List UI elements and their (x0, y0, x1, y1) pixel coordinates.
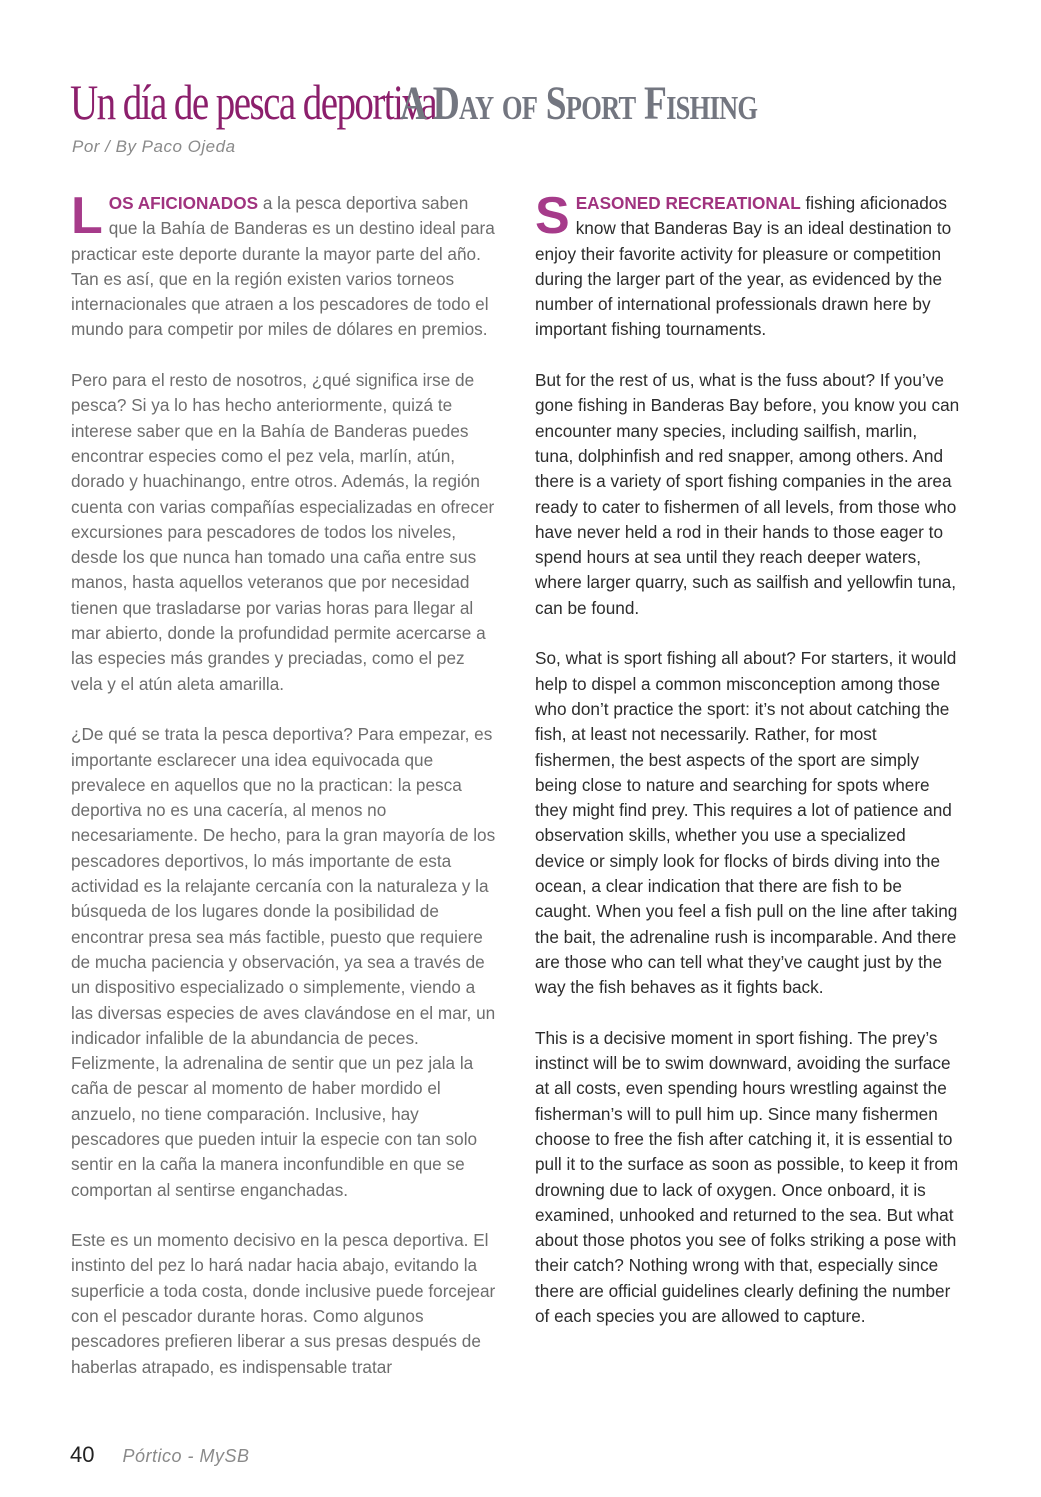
english-paragraph-4: This is a decisive moment in sport fishing. The prey’s instinct will be to swim downward, avoiding the surface at all costs, even spending hours wrestling against the fisherman’s will to pull him up. Since many fishermen choose to free the fish after catching it, it is essential to pull it to the surface as soon as possible, to keep it from drowning due to lack of oxygen. Once onboard, it is examined, unhooked and returned to the sea. But what about those photos you see of folks striking a pose with their catch? Nothing wrong with that, especially since there are official guidelines clearly defining the number of each species you are allowed to capture. (535, 1027, 959, 1327)
spanish-paragraph-1-text: a la pesca deportiva saben que la Bahía de Banderas es un destino ideal para practicar este deporte durante la mayor parte del año. Tan es así, que en la región existen varios torneos internacionales que atraen a los pescadores de todo el mundo para competir por miles de dólares en premios. (71, 193, 495, 340)
english-column (535, 187, 960, 1355)
dropcap-english: S (535, 187, 570, 245)
spanish-paragraph-2: Pero para el resto de nosotros, ¿qué significa irse de pesca? Si ya lo has hecho anteriormente, quizá te interese saber que en la Bahía de Banderas puedes encontrar especies como el pez vela, marlín, atún, dorado y huachinango, entre otros. Además, la región cuenta con varias compañías especializadas en ofrecer excursiones para pescadores de todos los niveles, desde los que nunca han tomado una caña entre sus manos, hasta aquellos veteranos que por necesidad tienen que trasladarse por varias horas para llegar al mar abierto, donde la profundidad permite acercarse a las especies más grandes y preciadas, como el pez vela y el atún aleta amarilla. (71, 370, 495, 694)
lead-english: EASONED RECREATIONAL (575, 193, 801, 213)
english-paragraph-2: But for the rest of us, what is the fuss about? If you’ve gone fishing in Banderas Bay before, you know you can encounter many species, including sailfish, marlin, tuna, dolphinfish and red snapper, among others. And there is a variety of sport fishing companies in the area ready to cater to fishermen of all levels, from those who have never held a rod in their hands to those eager to spend hours at sea until they reach deeper waters, where larger quarry, such as sailfish and yellowfin tuna, can be found. (535, 370, 960, 618)
page-footer (70, 1442, 250, 1468)
page-number: 40 (70, 1442, 95, 1467)
magazine-name: Pórtico - MySB (122, 1446, 250, 1466)
spanish-column (71, 187, 496, 1405)
dropcap-spanish: L (71, 187, 103, 245)
title-spanish: Un día de pesca deportiva (70, 74, 437, 130)
english-paragraph-1 (535, 187, 960, 343)
title-english: A Day of Sport Fishing (400, 77, 758, 130)
english-paragraph-3: So, what is sport fishing all about? For starters, it would help to dispel a common misconception among those who don’t practice the sport: it’s not about catching the fish, at least not necessarily. Rather, for most fishermen, the best aspects of the sport are simply being close to nature and searching for spots where they might find prey. This requires a lot of patience and observation skills, whether you use a specialized device or simply look for flocks of birds diving into the ocean, a clear indication that there are fish to be caught. When you feel a fish pull on the line after taking the bait, the adrenaline rush is incomparable. And there are those who can tell what they’ve caught just by the way the fish behaves as it fights back. (535, 648, 958, 998)
spanish-paragraph-3: ¿De qué se trata la pesca deportiva? Para empezar, es importante esclarecer una idea equivocada que prevalece en aquellos que no la practican: la pesca deportiva no es una cacería, al menos no necesariamente. De hecho, para la gran mayoría de los pescadores deportivos, lo más importante de esta actividad es la relajante cercanía con la naturaleza y la búsqueda de los lugares donde la posibilidad de encontrar presa sea más factible, puesto que requiere de mucha paciencia y observación, ya sea a través de un dispositivo especializado o simplemente, viendo a las diversas especies de aves clavándose en el mar, un indicador infalible de la abundancia de peces. Felizmente, la adrenalina de sentir que un pez jala la caña de pescar al momento de haber mordido el anzuelo, no tiene comparación. Inclusive, hay pescadores que pueden intuir la especie con tan solo sentir en la caña la manera inconfundible en que se comportan al sentirse enganchadas. (71, 724, 496, 1200)
spanish-paragraph-4: Este es un momento decisivo en la pesca deportiva. El instinto del pez lo hará nadar hacia abajo, evitando la superficie a toda costa, donde inclusive puede forcejear con el pescador durante horas. Como algunos pescadores prefieren liberar a sus presas después de haberlas atrapado, es indispensable tratar (71, 1230, 496, 1377)
byline: Por / By Paco Ojeda (72, 137, 236, 156)
spanish-paragraph-1 (71, 187, 496, 343)
lead-spanish: OS AFICIONADOS (108, 193, 259, 213)
english-paragraph-1-text: fishing aficionados know that Banderas Bay is an ideal destination to enjoy their favorite activity for pleasure or competition during the larger part of the year, as evidenced by the number of international professionals drawn here by important fishing tournaments. (535, 193, 952, 340)
